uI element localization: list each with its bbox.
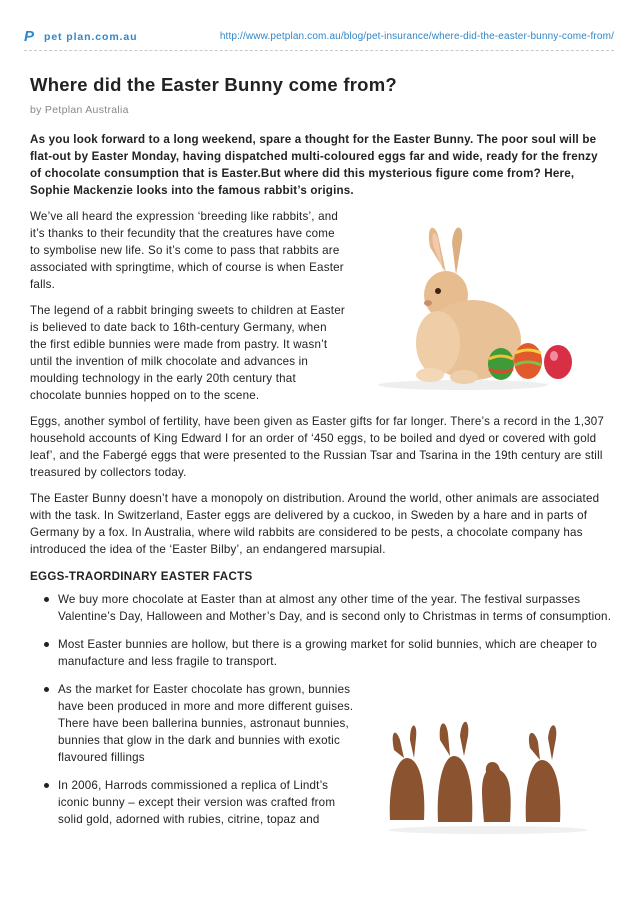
paragraph-distribution: The Easter Bunny doesn’t have a monopoly on distribution. Around the world, other animals are associated with the task. In Switzerland, Easter eggs are delivered by a cuckoo, in Sweden by a hare and in parts of Germany by a fox. In Australia, where wild rabbits are considered to be pests, a chocolate company has introduced the idea of the ‘Easter Bilby’, an endangered marsupial. xyxy=(30,492,600,556)
list-item: As the market for Easter chocolate has grown, bunnies have been produced in more and more different guises. There have been ballerina bunnies, astronaut bunnies, bunnies that glow in the dark and bunnies with exotic flavoured fillings xyxy=(30,681,355,766)
header-divider xyxy=(24,50,614,51)
paragraph-rabbits: We’ve all heard the expression ‘breeding like rabbits’, and it’s thanks to their fecundity that the creatures have come to symbolise new life. So it’s come to pass that rabbits are associated with springtime, which of course is when Easter falls. xyxy=(30,210,344,291)
petplan-logo-icon[interactable]: P xyxy=(24,28,35,45)
chocolate-bunnies-image xyxy=(380,710,595,850)
list-item: We buy more chocolate at Easter than at almost any other time of the year. The festival surpasses Valentine’s Day, Halloween and Mother’s Day, and is second only to Christmas in terms of consumption. xyxy=(30,591,612,625)
list-item: Most Easter bunnies are hollow, but there is a growing market for solid bunnies, which are cheaper to manufacture and less fragile to transport. xyxy=(30,636,612,670)
source-url-link[interactable]: http://www.petplan.com.au/blog/pet-insurance/where-did-the-easter-bunny-come-from/ xyxy=(219,31,614,42)
list-item: In 2006, Harrods commissioned a replica of Lindt’s iconic bunny – except their version was crafted from solid gold, adorned with rubies, citrine, topaz and xyxy=(30,777,355,828)
page-header xyxy=(24,28,614,50)
facts-heading: EGGS-TRAORDINARY EASTER FACTS xyxy=(30,570,253,583)
paragraph-eggs: Eggs, another symbol of fertility, have been given as Easter gifts for far longer. There’s a record in the 1,307 household accounts of King Edward I for an order of ‘450 eggs, to be boiled and dyed or covered with gold leaf’, and the Fabergé eggs that were presented to the Russian Tsar and Tsarina in the 19th century are still treasured by collectors today. xyxy=(30,415,605,479)
site-name-link[interactable]: pet plan.com.au xyxy=(44,31,138,43)
article-title: Where did the Easter Bunny come from? xyxy=(30,74,397,95)
paragraph-legend: The legend of a rabbit bringing sweets to children at Easter is believed to date back to 16th-century Germany, when the first edible bunnies were made from pastry. It wasn’t until the invention of milk chocolate and advances in moulding technology in the early 20th century that chocolate bunnies hopped on to the scene. xyxy=(30,304,345,402)
rabbit-with-eggs-image xyxy=(368,225,598,390)
article-byline: by Petplan Australia xyxy=(30,104,129,116)
article-intro: As you look forward to a long weekend, spare a thought for the Easter Bunny. The poor soul will be flat-out by Easter Monday, having dispatched multi-coloured eggs far and wide, ready for the frenzy of chocolate consumption that is Easter.But where did this mysterious figure come from? Here, Sophie Mackenzie looks into the famous rabbit’s origins. xyxy=(30,133,598,197)
